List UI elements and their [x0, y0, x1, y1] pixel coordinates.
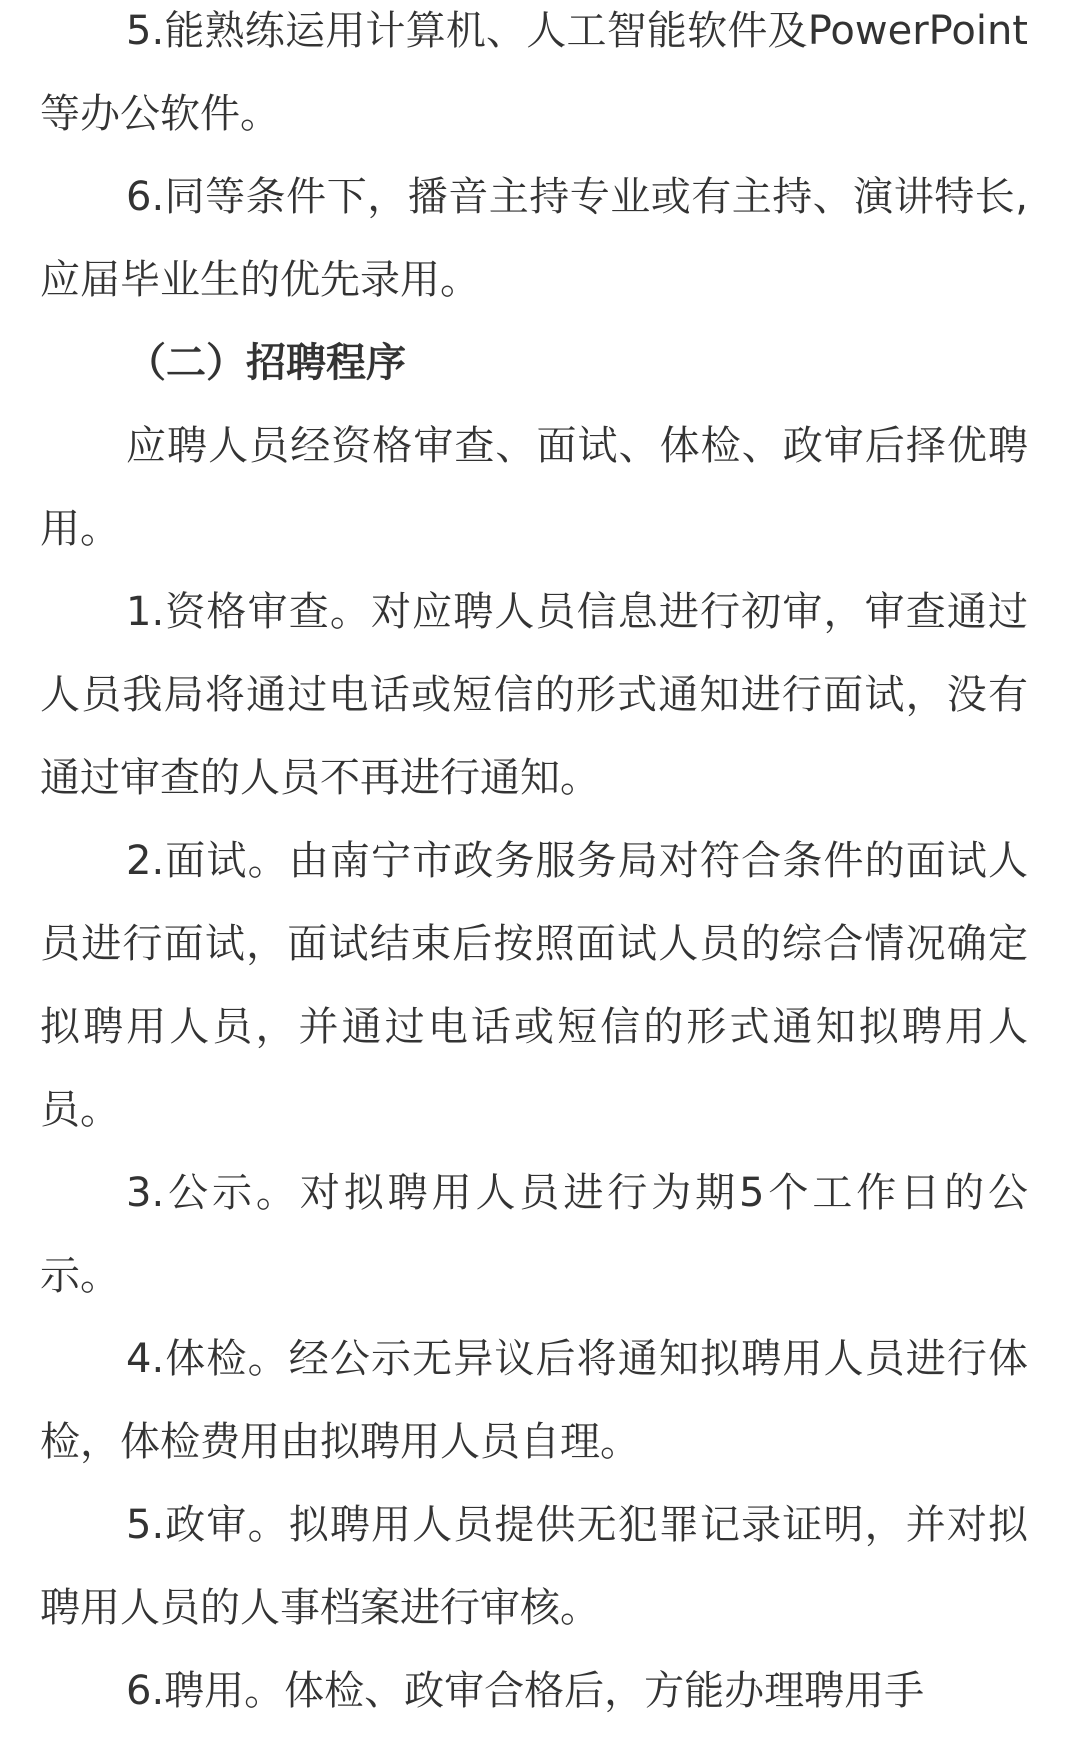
section-heading-recruitment-procedure: （二）招聘程序	[126, 340, 406, 386]
requirement-6: 6.同等条件下，播音主持专业或有主持、演讲特长,应届毕业生的优先录用。	[40, 174, 1028, 303]
requirement-5: 5.能熟练运用计算机、人工智能软件及PowerPoint等办公软件。	[40, 8, 1028, 137]
procedure-step-6: 6.聘用。体检、政审合格后，方能办理聘用手	[126, 1668, 925, 1714]
procedure-step-4: 4.体检。经公示无异议后将通知拟聘用人员进行体检，体检费用由拟聘用人员自理。	[40, 1336, 1028, 1465]
procedure-step-3: 3.公示。对拟聘用人员进行为期5个工作日的公示。	[40, 1170, 1028, 1299]
procedure-step-5: 5.政审。拟聘用人员提供无犯罪记录证明，并对拟聘用人员的人事档案进行审核。	[40, 1502, 1028, 1631]
procedure-step-1: 1.资格审查。对应聘人员信息进行初审，审查通过人员我局将通过电话或短信的形式通知进行面试，没有通过审查的人员不再进行通知。	[40, 589, 1028, 801]
procedure-step-2: 2.面试。由南宁市政务服务局对符合条件的面试人员进行面试，面试结束后按照面试人员的综合情况确定拟聘用人员，并通过电话或短信的形式通知拟聘用人员。	[40, 838, 1028, 1133]
procedure-intro: 应聘人员经资格审查、面试、体检、政审后择优聘用。	[40, 423, 1028, 552]
